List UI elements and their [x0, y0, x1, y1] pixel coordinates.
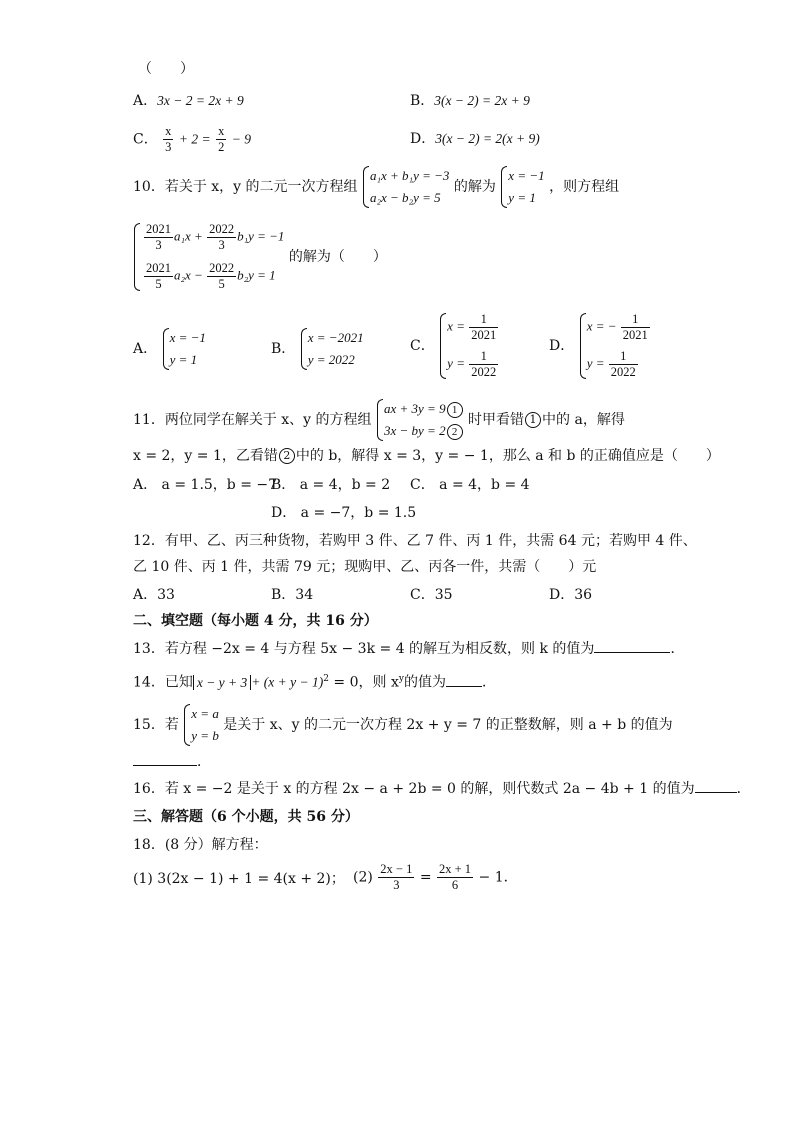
- q10-option-b: B． x = −2021 y = 2022: [271, 327, 364, 371]
- q11-option-b: B． a = 4，b = 2: [271, 477, 391, 493]
- q10-big-system: $\frac{2021}{3}$ a₁x + $\frac{2022}{3}$ b₁y = −1 $\frac{2021}{5}$ a₂x − $\frac{2022}{5}$ b₂y = 1 的解为（ ）: [133, 222, 387, 292]
- q9-option-d: D．3(x − 2) = 2(x + 9): [410, 131, 540, 147]
- q11-option-a: A． a = 1.5，b = −7: [133, 477, 278, 493]
- q12-option-a: A．33: [133, 587, 175, 603]
- q13: 13．若方程 −2x = 4 与方程 5x − 3k = 4 的解互为相反数，则 k 的值为 ．: [133, 641, 685, 657]
- q9-paren: （ ）: [138, 61, 194, 77]
- q10-option-d: D． x = − $\frac{1}{2021}$ y = $\frac{1}{2022}$: [549, 312, 651, 380]
- q9-option-b: B．3(x − 2) = 2x + 9: [410, 93, 530, 109]
- q11-stem-line1: 11．两位同学在解关于 x、y 的方程组 ax + 3y = 9 1 3x − by = 2 2 时甲看错 1 中的 a，解得: [133, 398, 625, 442]
- section-solve-heading: 三、解答题（6 个小题，共 56 分）: [133, 809, 359, 825]
- q18-part-1: (1) 3(2x − 1) + 1 = 4(x + 2)；: [133, 871, 345, 887]
- q18-heading: 18．(8 分）解方程：: [133, 837, 268, 853]
- q12-stem-line2: 乙 10 件、丙 1 件，共需 79 元；现购甲、乙、丙各一件，共需（ ）元: [133, 559, 597, 575]
- q11-stem-line2: x = 2，y = 1，乙看错 2 中的 b，解得 x = 3，y = − 1，那么 a 和 b 的正确值应是（ ）: [133, 448, 720, 464]
- section-fill-in-heading: 二、填空题（每小题 4 分，共 16 分）: [133, 613, 378, 629]
- q15-answer-blank: ．: [133, 753, 211, 771]
- q12-stem-line1: 12．有甲、乙、丙三种货物，若购甲 3 件、乙 7 件、丙 1 件，共需 64 元；若购甲 4 件、: [133, 533, 697, 549]
- q15: 15．若 x = a y = b 是关于 x、y 的二元一次方程 2x + y = 7 的正整数解，则 a + b 的值为: [133, 703, 673, 747]
- q10-solution: x = −1 y = 1: [500, 165, 544, 209]
- q11-option-c: C． a = 4，b = 4: [410, 477, 530, 493]
- q9-option-c: C． $\frac{x}{3}$ + 2 = $\frac{x}{2}$ − 9: [133, 124, 252, 154]
- q14: 14．已知 $x - y + 3 + (x + y - 1)^2 = 0$，则 $x^y$的值为 ．: [133, 674, 496, 691]
- q10-option-c: C． x = $\frac{1}{2021}$ y = $\frac{1}{2022}$: [410, 312, 499, 380]
- q11-option-d: D． a = −7，b = 1.5: [271, 505, 417, 521]
- q16: 16．若 x = −2 是关于 x 的方程 2x − a + 2b = 0 的解，则代数式 2a − 4b + 1 的值为 ．: [133, 781, 751, 797]
- q12-option-c: C．35: [410, 587, 453, 603]
- q10-system-1: a₁x + b₁y = −3 a₂x − b₂y = 5: [362, 165, 449, 209]
- q10-option-a: A． x = −1 y = 1: [133, 327, 206, 371]
- q18-part-2: (2) $\frac{2x - 1}{3}$ = $\frac{2x + 1}{6}$ − 1．: [353, 862, 518, 892]
- q9-option-a: A．3x − 2 = 2x + 9: [133, 93, 244, 109]
- q12-option-b: B．34: [271, 587, 314, 603]
- q10-stem: 10．若关于 x，y 的二元一次方程组 a₁x + b₁y = −3 a₂x − b₂y = 5 的解为 x = −1 y = 1 ，则方程组: [133, 165, 619, 209]
- q12-option-d: D．36: [549, 587, 593, 603]
